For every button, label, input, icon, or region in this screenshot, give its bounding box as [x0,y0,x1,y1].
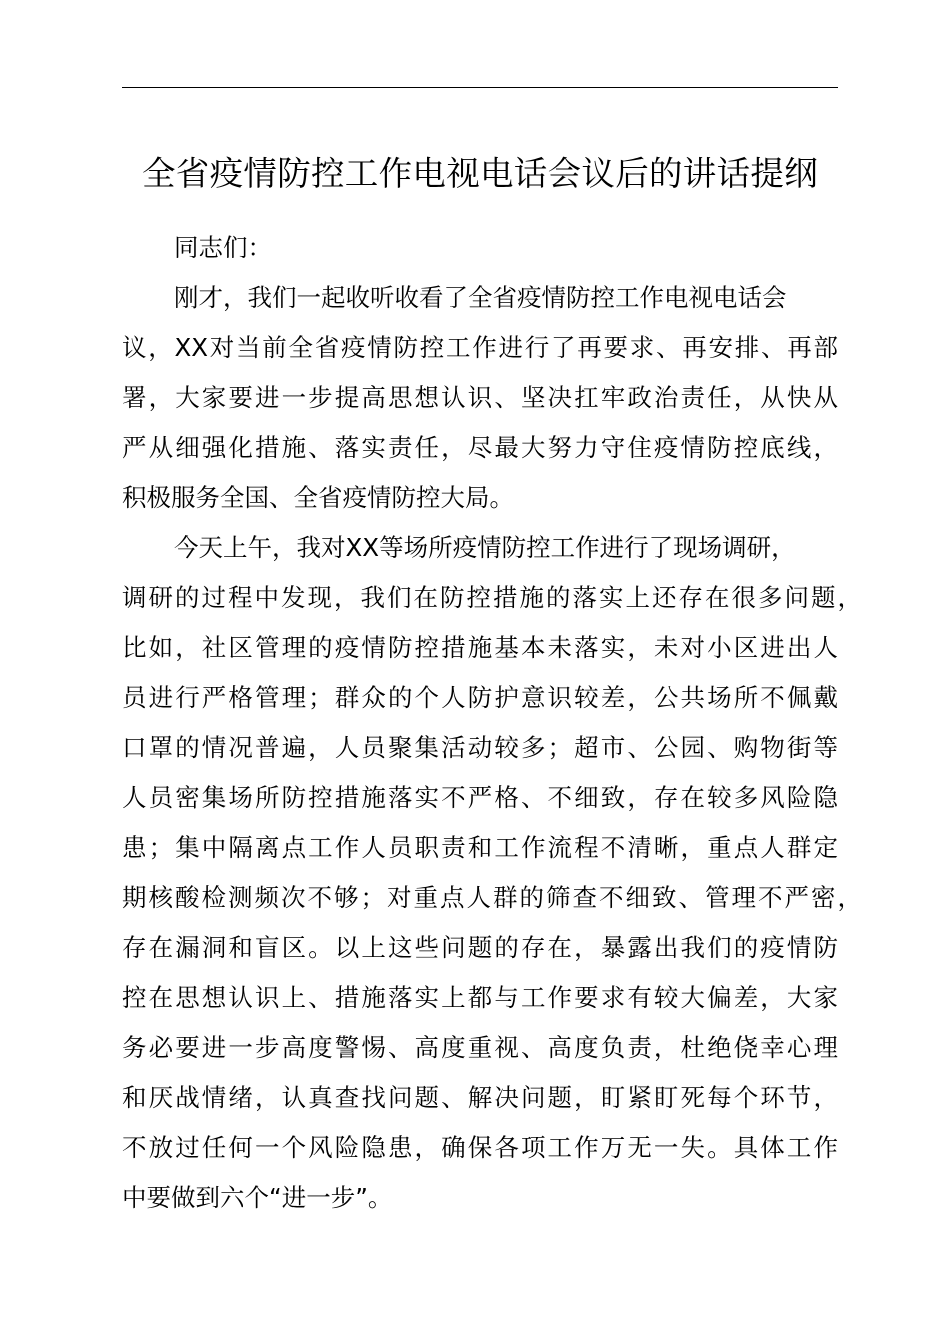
paragraph-line: 控在思想认识上、措施落实上都与工作要求有较大偏差，大家 [122,983,838,1012]
paragraph-line: 人员密集场所防控措施落实不严格、不细致，存在较多风险隐 [122,783,838,812]
paragraph-line: 期核酸检测频次不够；对重点人群的筛查不细致、管理不严密， [122,883,862,912]
paragraph-line: 严从细强化措施、落实责任，尽最大努力守住疫情防控底线， [122,433,838,462]
paragraph-line: 比如，社区管理的疫情防控措施基本未落实，未对小区进出人 [122,633,838,662]
paragraph-line: 务必要进一步高度警惕、高度重视、高度负责，杜绝侥幸心理 [122,1033,838,1062]
paragraph-line: 口罩的情况普遍，人员聚集活动较多；超市、公园、购物街等 [122,733,838,762]
paragraph-line: 今天上午，我对XX等场所疫情防控工作进行了现场调研， [174,533,796,562]
document-body [122,223,862,1223]
header-rule [122,87,838,88]
paragraph-1 [122,273,838,523]
paragraph-line: 和厌战情绪，认真查找问题、解决问题，盯紧盯死每个环节， [122,1083,838,1112]
paragraph-line: 中要做到六个“进一步”。 [122,1183,393,1212]
paragraph-line: 患；集中隔离点工作人员职责和工作流程不清晰，重点人群定 [122,833,838,862]
paragraph-line: 不放过任何一个风险隐患，确保各项工作万无一失。具体工作 [122,1133,838,1162]
paragraph-line: 议，XX对当前全省疫情防控工作进行了再要求、再安排、再部 [122,333,838,362]
document-title: 全省疫情防控工作电视电话会议后的讲话提纲 [142,154,818,193]
paragraph-2 [122,523,862,1223]
paragraph-line: 刚才，我们一起收听收看了全省疫情防控工作电视电话会 [174,283,787,312]
paragraph-line: 署，大家要进一步提高思想认识、坚决扛牢政治责任，从快从 [122,383,838,412]
paragraph-line: 积极服务全国、全省疫情防控大局。 [122,483,514,512]
paragraph-line: 调研的过程中发现，我们在防控措施的落实上还存在很多问题， [122,583,862,612]
paragraph-line: 存在漏洞和盲区。以上这些问题的存在，暴露出我们的疫情防 [122,933,838,962]
paragraph-line: 员进行严格管理；群众的个人防护意识较差，公共场所不佩戴 [122,683,838,712]
salutation: 同志们： [174,233,272,262]
